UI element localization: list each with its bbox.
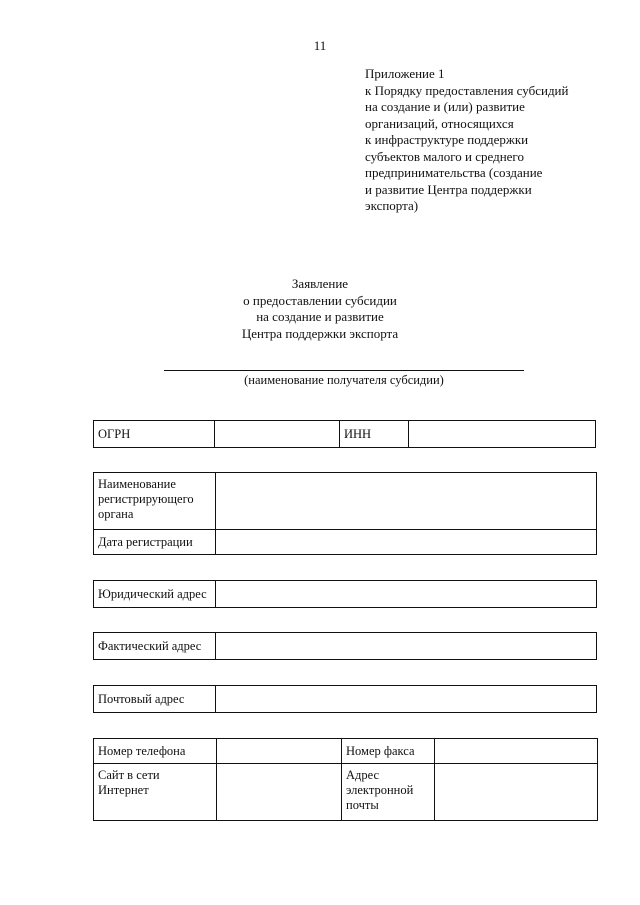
appendix-line: к Порядку предоставления субсидий [365,82,569,98]
appendix-line: предпринимательства (создание [365,165,543,180]
title-line: на создание и развитие [256,309,384,324]
recipient-name-line[interactable] [164,370,524,371]
registration-date-field[interactable] [216,530,597,555]
appendix-line: к инфраструктуре поддержки [365,132,529,147]
appendix-line: организаций, относящихся [365,115,514,131]
appendix-line: на создание и (или) развитие [365,99,525,114]
appendix-line: субъектов малого и среднего [365,148,524,164]
email-label: Адрес электронной почты [342,764,435,821]
appendix-header [365,66,625,215]
website-label: Сайт в сети Интернет [94,764,217,821]
registration-date-label: Дата регистрации [94,530,216,555]
fax-label: Номер факса [342,739,435,764]
registration-authority-label: Наименование регистрирующего органа [94,473,216,530]
registration-table [93,472,597,555]
ogrn-field[interactable] [215,421,340,448]
legal-address-label: Юридический адрес [94,581,216,608]
appendix-line: Приложение 1 [365,66,445,81]
recipient-caption: (наименование получателя субсидии) [244,373,444,387]
legal-address-table [93,580,597,608]
ids-table [93,420,596,448]
document-title [0,276,640,342]
contacts-table [93,738,598,821]
email-field[interactable] [435,764,598,821]
postal-address-label: Почтовый адрес [94,686,216,713]
postal-address-table [93,685,597,713]
actual-address-field[interactable] [216,633,597,660]
actual-address-table [93,632,597,660]
registration-authority-field[interactable] [216,473,597,530]
website-field[interactable] [217,764,342,821]
legal-address-field[interactable] [216,581,597,608]
appendix-line: экспорта) [365,198,419,213]
phone-field[interactable] [217,739,342,764]
fax-field[interactable] [435,739,598,764]
page-number: 11 [313,38,327,53]
phone-label: Номер телефона [94,739,217,764]
inn-label: ИНН [340,421,409,448]
title-line: Заявление [291,276,349,291]
appendix-line: и развитие Центра поддержки [365,181,532,197]
inn-field[interactable] [409,421,596,448]
ogrn-label: ОГРН [94,421,215,448]
actual-address-label: Фактический адрес [94,633,216,660]
postal-address-field[interactable] [216,686,597,713]
title-line: Центра поддержки экспорта [241,325,399,341]
title-line: о предоставлении субсидии [243,292,397,308]
